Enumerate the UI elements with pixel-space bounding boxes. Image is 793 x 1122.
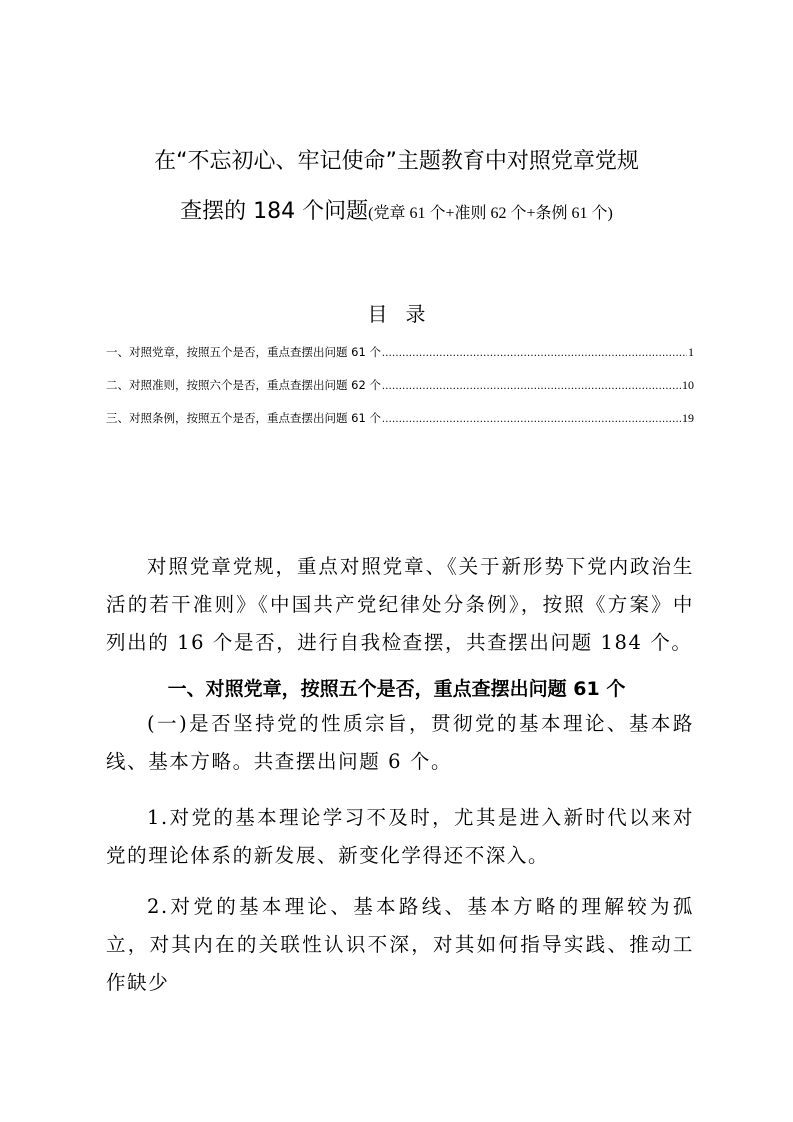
toc-dot-leader [382, 345, 687, 361]
toc-dot-leader [382, 378, 681, 394]
toc-item-label[interactable]: 二、对照准则，按照六个是否，重点查摆出问题 62 个 [106, 378, 381, 392]
intro-paragraph: 对照党章党规，重点对照党章、《关于新形势下党内政治生活的若干准则》《中国共产党纪律处分条例》，按照《方案》中列出的 16 个是否，进行自我检查摆，共查摆出问题 184 个。 [106, 555, 694, 654]
toc-item-label[interactable]: 一、对照党章，按照五个是否，重点查摆出问题 61 个 [106, 345, 381, 359]
subsection-paragraph: (一)是否坚持党的性质宗旨，贯彻党的基本理论、基本路线、基本方略。共查摆出问题 6 个。 [106, 712, 694, 773]
toc-item[interactable] [106, 344, 694, 361]
section-heading: 一、对照党章，按照五个是否，重点查摆出问题 61 个 [167, 678, 626, 700]
title-subtitle: (党章 61 个+准则 62 个+条例 61 个) [368, 205, 613, 222]
title-main: 查摆的 184 个问题 [180, 199, 369, 224]
toc-item-label[interactable]: 三、对照条例，按照五个是否，重点查摆出问题 61 个 [106, 411, 381, 425]
toc-dot-leader [382, 411, 681, 427]
document-title-line-1: 在“不忘初心、牢记使命”主题教育中对照党章党规 [154, 149, 639, 174]
toc-item[interactable] [106, 377, 694, 394]
toc-item-page[interactable]: 1 [688, 345, 694, 359]
document-title-line-2 [0, 197, 793, 229]
toc-item-page[interactable]: 10 [682, 378, 694, 392]
toc-heading: 目录 [367, 302, 444, 326]
toc-item-page[interactable]: 19 [682, 411, 694, 425]
problem-item: 2.对党的基本理论、基本路线、基本方略的理解较为孤立，对其内在的关联性认识不深，对其如何指导实践、推动工作缺少 [106, 895, 694, 994]
toc-item[interactable] [106, 410, 694, 427]
problem-item: 1.对党的基本理论学习不及时，尤其是进入新时代以来对党的理论体系的新发展、新变化学得还不深入。 [106, 806, 694, 867]
